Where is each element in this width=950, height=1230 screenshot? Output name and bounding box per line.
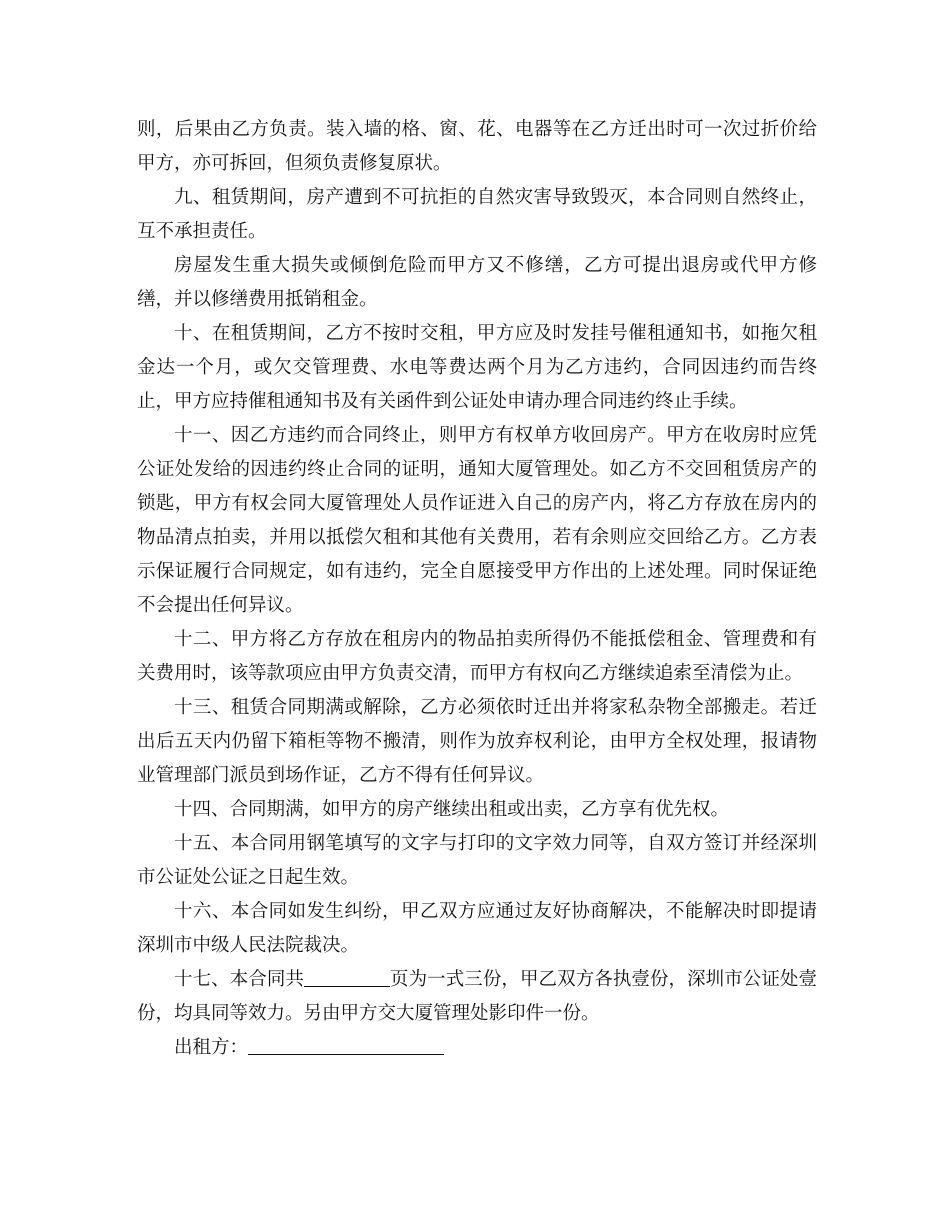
paragraph-clause15: 十五、本合同用钢笔填写的文字与打印的文字效力同等，自双方签订并经深圳市公证处公证之日起生效。 [137,833,817,888]
page-count-blank[interactable] [304,966,390,987]
paragraph-clause17 [137,963,817,1031]
paragraph-clause12: 十二、甲方将乙方存放在租房内的物品拍卖所得仍不能抵偿租金、管理费和有关费用时，该等款项应由甲方负责交清，而甲方有权向乙方继续追索至清偿为止。 [137,629,817,684]
lessor-signature-line [137,1031,817,1065]
document-body [137,113,817,1065]
paragraph-clause10: 十、在租赁期间，乙方不按时交租，甲方应及时发挂号催租通知书，如拖欠租金达一个月，或欠交管理费、水电等费达两个月为乙方违约，合同因违约而告终止，甲方应持催租通知书及有关函件到公证处申请办理合同违约终止手续。 [137,323,817,412]
lessor-label: 出租方： [174,1037,249,1058]
clause17-text-before: 十七、本合同共 [174,969,304,990]
paragraph-clause11: 十一、因乙方违约而合同终止，则甲方有权单方收回房产。甲方在收房时应凭公证处发给的因违约终止合同的证明，通知大厦管理处。如乙方不交回租赁房产的锁匙，甲方有权会同大厦管理处人员作证进入自己的房产内，将乙方存放在房内的物品清点拍卖，并用以抵偿欠租和其他有关费用，若有余则应交回给乙方。乙方表示保证履行合同规定，如有违约，完全自愿接受甲方作出的上述处理。同时保证绝不会提出任何异议。 [137,425,817,616]
paragraph-clause16: 十六、本合同如发生纠纷，甲乙双方应通过友好协商解决，不能解决时即提请深圳市中级人民法院裁决。 [137,901,817,956]
paragraph-repair: 房屋发生重大损失或倾倒危险而甲方又不修缮，乙方可提出退房或代甲方修缮，并以修缮费用抵销租金。 [137,255,817,310]
paragraph-clause8-continued: 则，后果由乙方负责。装入墙的格、窗、花、电器等在乙方迁出时可一次过折价给甲方，亦可拆回，但须负责修复原状。 [137,119,817,174]
paragraph-clause9: 九、租赁期间，房产遭到不可抗拒的自然灾害导致毁灭，本合同则自然终止，互不承担责任。 [137,187,817,242]
clause17-text-after: 页为一式三份，甲乙双方各执壹份，深圳市公证处壹份，均具同等效力。另由甲方交大厦管理处影印件一份。 [137,969,817,1024]
paragraph-clause14: 十四、合同期满，如甲方的房产继续出租或出卖，乙方享有优先权。 [174,799,730,820]
lessor-signature-blank[interactable] [248,1034,444,1055]
paragraph-clause13: 十三、租赁合同期满或解除，乙方必须依时迁出并将家私杂物全部搬走。若迁出后五天内仍留下箱柜等物不搬清，则作为放弃权利论，由甲方全权处理，报请物业管理部门派员到场作证，乙方不得有任何异议。 [137,697,817,786]
